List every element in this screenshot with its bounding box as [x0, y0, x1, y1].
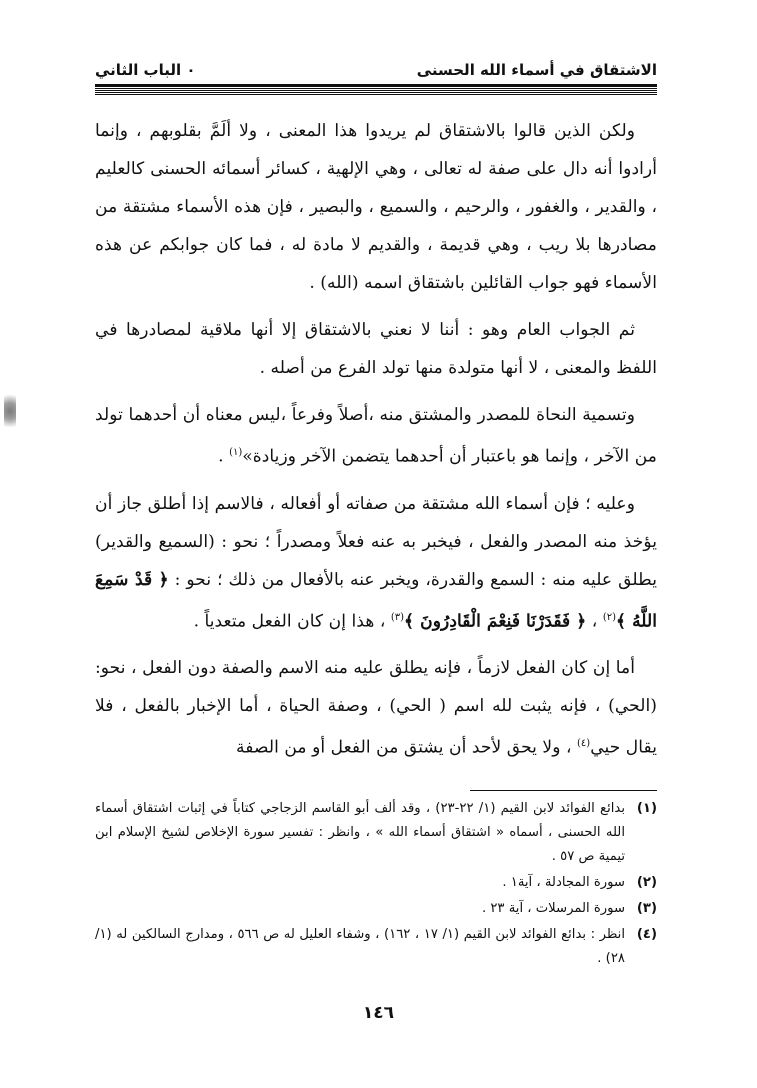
footnote-ref-2: (٢) — [602, 611, 617, 623]
paragraph-4-end: ، هذا إن كان الفعل متعدياً . — [193, 611, 391, 632]
header-chapter-title: ٠ الباب الثاني — [95, 61, 196, 79]
footnote — [95, 871, 657, 895]
paragraph-3 — [95, 396, 657, 476]
running-header — [95, 57, 657, 83]
footnote-ref-4: (٤) — [577, 738, 591, 750]
paragraph-5-end: ، ولا يحق لأحد أن يشتق من الفعل أو من الصفة — [236, 738, 577, 759]
separator: ، — [586, 611, 603, 632]
paragraph-2: ثم الجواب العام وهو : أننا لا نعني بالاشتقاق إلا أنها ملاقية لمصادرها في اللفظ والمعنى ، لا أنها متولدة منها تولد الفرع من أصله . — [95, 320, 657, 378]
footnote-text: سورة المجادلة ، آية١ . — [502, 875, 625, 890]
header-rule — [95, 84, 657, 95]
paragraph-3-text: وتسمية النحاة للمصدر والمشتق منه ،أصلاً وفرعاً ،ليس معناه أن أحدهما تولد من الآخر ، وإنما هو باعتبار أن أحدهما يتضمن الآخر وزيادة» — [95, 405, 657, 467]
paragraph-4-text: وعليه ؛ فإن أسماء الله مشتقة من صفاته أو أفعاله ، فالاسم إذا أطلق جاز أن يؤخذ منه المصدر والفعل ، فيخبر به عنه فعلاً ومصدراً ؛ نحو : (السميع والقدير) يطلق عليه منه : السمع والقدرة، ويخبر عنه بالأفعال من ذلك ؛ نحو : — [95, 493, 658, 590]
footnote-number: (٤) — [636, 927, 657, 942]
footnote-number: (٢) — [636, 875, 657, 890]
footnote-ref-1: (١) — [229, 447, 243, 458]
footnote-number: (١) — [636, 801, 657, 816]
paragraph-3-end: . — [218, 446, 230, 467]
scan-speck — [4, 388, 16, 434]
page-number: ١٤٦ — [362, 1003, 395, 1023]
footnote — [95, 897, 657, 921]
quran-verse-1: ﴿ قَدْ سَمِعَ اللَّهُ ﴾ — [95, 569, 657, 632]
footnote-ref-3: (٣) — [390, 611, 405, 623]
footnote-text: سورة المرسلات ، آية ٢٣ . — [481, 901, 625, 916]
quran-verse-2: ﴿ فَقَدَرْنَا فَنِعْمَ الْقَادِرُونَ ﴾ — [404, 611, 587, 632]
footnote-separator — [470, 790, 657, 791]
footnote — [95, 923, 657, 971]
paragraph-5 — [95, 649, 657, 767]
paragraph-4 — [95, 485, 657, 641]
header-book-title: الاشتقاق في أسماء الله الحسنى — [416, 61, 657, 79]
paragraph-5-text: أما إن كان الفعل لازماً ، فإنه يطلق عليه منه الاسم والصفة دون الفعل ، نحو: (الحي) ، فإنه يثبت لله اسم ( الحي) ، وصفة الحياة ، أما الإخبار بالفعل ، فلا يقال حيي — [95, 658, 657, 759]
footnote — [95, 797, 657, 869]
footnote-number: (٣) — [636, 901, 657, 916]
footnotes — [95, 797, 657, 973]
footnote-text: انظر : بدائع الفوائد لابن القيم (١/ ١٧ ، ١٦٢) ، وشفاء العليل له ص ٥٦٦ ، ومدارج السالكين له (١/ ٢٨) . — [95, 927, 626, 966]
main-text — [95, 112, 657, 776]
paragraph-1: ولكن الذين قالوا بالاشتقاق لم يريدوا هذا المعنى ، ولا ألَمَّ بقلوبهم ، وإنما أرادوا أنه دال على صفة له تعالى ، وهي الإلهية ، كسائر أسمائه الحسنى كالعليم ، والقدير ، والغفور ، والرحيم ، والسميع ، والبصير ، فإن هذه الأسماء مشتقة من مصادرها بلا ريب ، وهي قديمة ، والقديم لا مادة له ، فما كان جوابكم عن هذه الأسماء فهو جواب القائلين باشتقاق اسمه (الله) . — [95, 121, 657, 293]
footnote-text: بدائع الفوائد لابن القيم (١/ ٢٢-٢٣) ، وقد ألف أبو القاسم الزجاجي كتاباً في إثبات اشتقاق أسماء الله الحسنى ، أسماه « اشتقاق أسماء الله » ، وانظر : تفسير سورة الإخلاص لشيخ الإسلام ابن تيمية ص ٥٧ . — [95, 801, 626, 864]
